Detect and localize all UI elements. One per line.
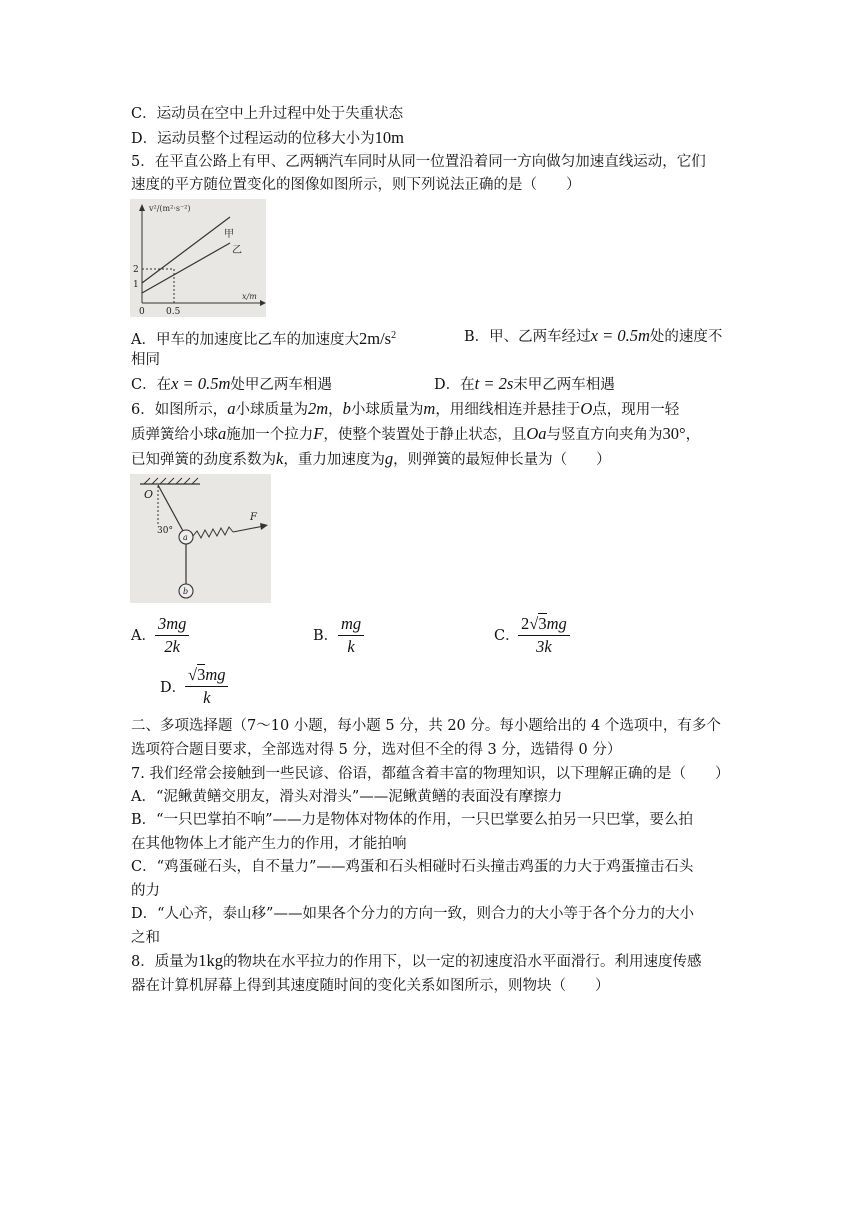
q5-option-c-expr: x = 0.5m [171,374,231,393]
q6-l2-a: 质弹簧给小球 [131,427,218,443]
q6-option-c-den: 3k [536,637,552,656]
q5-option-b-text-2: 处的速度不 [649,329,723,345]
q6-l2-f: Oa [526,424,547,443]
q5-xlabel: x/m [242,292,257,301]
q5-stem-line-2: 速度的平方随位置变化的图像如图所示，则下列说法正确的是（ ） [131,177,581,193]
q6-option-a-den: 2k [164,637,180,656]
q6-l1-j: O [580,399,593,418]
q5-option-d-text-1: D．在 [434,377,475,393]
q7-option-b-line-2: 在其他物体上才能产生力的作用，才能拍响 [131,836,407,852]
q6-stem-line-3 [131,449,611,470]
q6-option-d-radicand: 3 [197,665,206,684]
q5-stem-line-1: 5．在平直公路上有甲、乙两辆汽车同时从同一位置沿着同一方向做匀加速直线运动，它们 [131,154,706,170]
q7-option-c-line-2: 的力 [131,883,160,899]
q5-option-b-expr: x = 0.5m [590,326,650,345]
q6-l2-e: ，使整个装置处于静止状态，且 [323,427,527,443]
q5-xtick-05: 0.5 [166,307,181,317]
q6-label-f: F [250,512,257,523]
q7-option-d-line-1: D．“人心齐，泰山移”——如果各个分力的方向一致，则合力的大小等于各个分力的大小 [131,906,694,922]
q6-l1-a: 6．如图所示， [131,402,228,418]
q7-option-d-line-2: 之和 [131,930,160,946]
q6-label-b: b [183,587,189,596]
q6-l2-b: a [218,424,227,443]
q6-option-b-fraction [338,614,364,657]
q6-l1-d: 2m [307,399,329,418]
q5-option-a-value: 2m/s [358,328,392,348]
q5-ylabel: v²/(m²·s⁻²) [149,204,191,213]
q6-l2-g: 与竖直方向夹角为 [546,427,663,443]
q5-label-jia: 甲 [224,229,234,240]
q6-l1-h: m [423,399,436,418]
q6-l1-g: 小球质量为 [350,402,424,418]
q5-option-d-text-2: 末甲乙两车相遇 [513,377,615,393]
q5-option-b-cont: 相同 [131,352,160,368]
q8-stem-line-2: 器在计算机屏幕上得到其速度随时间的变化关系如图所示，则物块（ ） [131,978,610,994]
q6-l3-b: k [276,449,284,468]
q7-option-c-line-1: C．“鸡蛋碰石头，自不量力”——鸡蛋和石头相碰时石头撞击鸡蛋的力大于鸡蛋撞击石头 [131,859,694,875]
q6-option-b-label: B． [313,628,339,644]
sqrt-icon: √ [188,665,198,684]
q6-force-arrow [260,523,268,530]
q6-force-line [233,526,264,532]
q6-option-c-fraction [518,614,570,657]
q5-option-d [434,374,615,395]
q6-l2-h: 30° [662,424,686,443]
q6-option-c-coef: 2 [521,614,530,633]
q6-label-angle: 30° [157,526,173,536]
q6-l1-b: a [227,399,236,418]
q6-label-a: a [183,533,188,542]
q4-option-d-text: D．运动员整个过程运动的位移大小为 [131,131,375,147]
q5-option-c-text-2: 处甲乙两车相遇 [230,377,332,393]
q6-option-c-radicand: 3 [538,614,547,633]
q6-string-oa [158,485,183,531]
q7-option-b-line-1: B．“一只巴掌拍不响”——力是物体对物体的作用，一只巴掌要么拍另一只巴掌，要么拍 [131,812,693,828]
q5-option-a-sup: 2 [391,330,397,341]
q6-stem-line-1 [131,399,679,420]
q6-ceiling-hatch [144,478,198,484]
q5-option-b-text-1: B．甲、乙两车经过 [464,329,591,345]
q6-option-b-den: k [347,637,355,656]
q5-option-c [131,374,332,395]
q6-option-c-mg: mg [546,614,567,633]
q6-option-a-num: 3mg [155,614,189,636]
q5-graph [130,199,266,317]
q5-xtick-0: 0 [139,307,145,317]
q6-spring [193,527,233,538]
q5-label-yi: 乙 [232,245,242,256]
q7-option-a: A．“泥鳅黄鳝交朋友，滑头对滑头”——泥鳅黄鳝的表面没有摩擦力 [131,789,563,805]
q8-stem-line-1 [131,951,701,972]
q7-stem: 7. 我们经常会接触到一些民谚、俗语，都蕴含着丰富的物理知识，以下理解正确的是（ ） [131,766,730,782]
q5-option-b [464,326,722,347]
q6-option-c-num [518,614,570,636]
q5-ytick-2: 2 [133,265,139,275]
section2-heading-line-2: 选项符合题目要求，全部选对得 5 分，选对但不全的得 3 分，选错得 0 分） [131,742,622,758]
q6-label-o: O [144,488,154,501]
q6-option-b-num: mg [338,614,364,636]
q6-l1-c: 小球质量为 [235,402,308,418]
q6-l1-f: b [342,399,351,418]
q8-l1-c: 的物块在水平拉力的作用下，以一定的初速度沿水平面滑行。利用速度传感 [222,954,702,970]
q5-y-axis-arrow [139,204,145,211]
q6-option-d-fraction [185,665,228,708]
q5-ytick-1: 1 [133,280,139,290]
q6-figure [130,474,271,603]
q6-option-d-label: D． [160,680,187,696]
sqrt-icon: √ [529,614,539,633]
q6-l3-c: ，重力加速度为 [283,452,385,468]
q6-l2-c: 施加一个拉力 [226,427,314,443]
q6-option-c-label: C． [494,628,520,644]
section2-heading-line-1: 二、多项选择题（7～10 小题，每小题 5 分，共 20 分。每小题给出的 4 个选项中，有多个 [131,718,721,734]
q6-option-a-label: A． [131,628,156,644]
q6-l1-i: ，用细线相连并悬挂于 [435,402,581,418]
q8-l1-a: 8．质量为 [131,954,199,970]
q6-option-d-mg: mg [205,665,226,684]
q6-l1-k: 点，现用一轻 [592,402,680,418]
q8-l1-b: 1kg [198,951,223,970]
q6-stem-line-2 [131,424,700,445]
q5-option-c-text-1: C．在 [131,377,172,393]
q4-option-d [131,128,404,149]
q4-option-c: C．运动员在空中上升过程中处于失重状态 [131,106,404,122]
q6-option-a-fraction [155,614,189,657]
q6-l3-d: g [384,449,394,468]
q6-option-d-num [185,665,228,687]
q4-option-d-value: 10m [374,128,404,147]
q6-l2-i: ， [685,427,701,443]
q5-option-a-text: A．甲车的加速度比乙车的加速度大 [131,331,359,348]
q6-l3-a: 已知弹簧的劲度系数为 [131,452,276,468]
q6-diagram [130,474,271,603]
q6-l3-e: ，则弹簧的最短伸长量为（ ） [393,452,611,468]
q5-option-a [131,326,396,350]
q6-l1-e: ， [328,402,343,418]
q6-option-d-den: k [203,688,211,707]
q5-option-d-expr: t = 2s [474,374,514,393]
q6-l2-d: F [313,424,324,443]
q5-figure [130,199,266,317]
q5-x-axis-arrow [260,300,266,306]
